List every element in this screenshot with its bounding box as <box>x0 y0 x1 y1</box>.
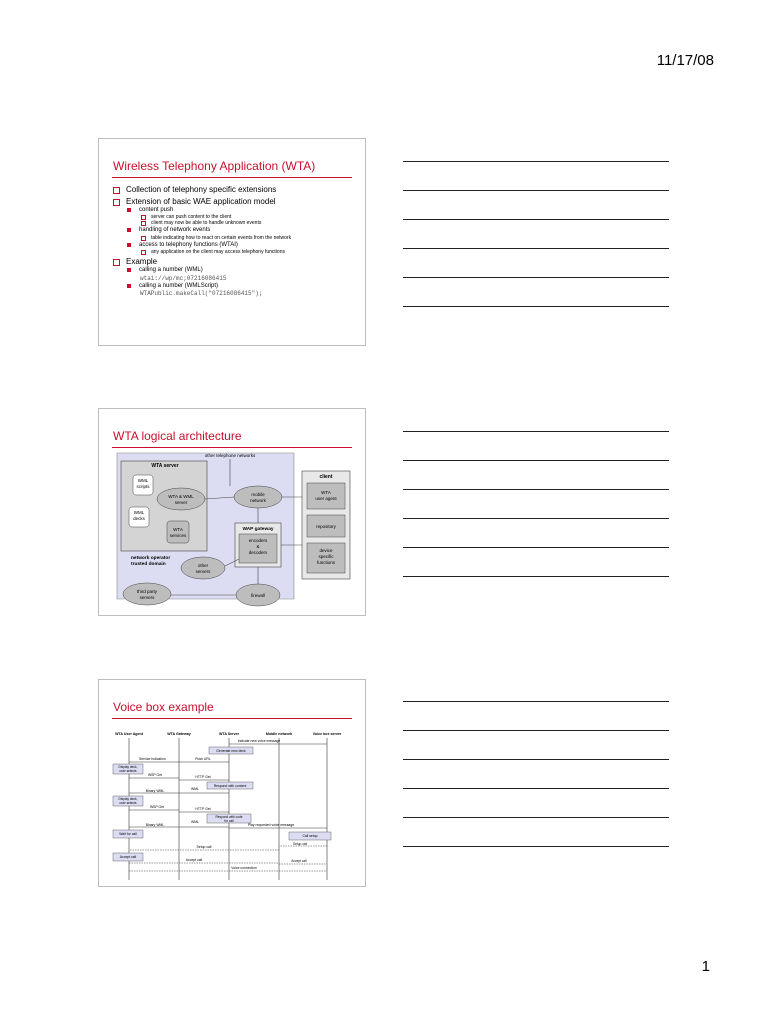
square-bullet-icon <box>141 250 146 255</box>
title-rule <box>112 177 352 178</box>
architecture-diagram <box>99 409 365 615</box>
wta-services-label: WTA <box>173 527 183 532</box>
action-label: Respond with code <box>215 815 243 819</box>
sub-bullet <box>127 242 353 249</box>
sub-bullet <box>127 227 353 234</box>
square-bullet-icon <box>113 187 120 194</box>
wml-decks-label: decks <box>133 516 145 521</box>
bullet <box>113 197 353 207</box>
wml-decks-label: WML <box>133 510 145 515</box>
column-label: Voice box server <box>312 732 342 736</box>
sequence-diagram <box>99 680 365 886</box>
message-label: WSP Get <box>149 805 165 809</box>
slide-title: WTA logical architecture <box>113 429 242 443</box>
column-label: WTA Server <box>219 732 239 736</box>
device-functions-label: functions <box>316 560 336 565</box>
message-label: Service Indication <box>139 757 166 761</box>
square-bullet-icon <box>141 221 146 226</box>
bullet-text: any application on the client may access telephony functions <box>151 248 285 255</box>
message-label: Binary WML <box>145 823 165 827</box>
other-servers-node <box>181 557 225 579</box>
device-functions-label: device <box>319 548 333 553</box>
wta-services-label: services <box>169 533 187 538</box>
bullet <box>113 185 353 195</box>
action-label: user selects <box>119 769 137 773</box>
filled-bullet-icon <box>127 208 131 212</box>
action-label: Display deck, <box>118 765 138 769</box>
filled-bullet-icon <box>127 284 131 288</box>
wta-user-agent-label: WTA <box>321 490 331 495</box>
code-sample: wtai://wp/mc;07216086415 <box>140 274 227 282</box>
action-label: for call <box>224 819 234 823</box>
bullet-text: access to telephony functions (WTAI) <box>139 241 238 248</box>
message-label: Accept call <box>185 858 203 862</box>
message-label: Accept call <box>291 859 307 863</box>
wta-wml-server-label: WTA & WML <box>168 494 194 499</box>
square-bullet-icon <box>141 215 146 220</box>
operator-domain-label: network operator <box>131 556 171 561</box>
mobile-network-label: mobile <box>251 492 265 497</box>
bullet-text: Extension of basic WAE application model <box>126 196 276 206</box>
sub-sub-bullet <box>141 220 353 226</box>
action-label: user selects <box>119 801 137 805</box>
wml-scripts-label: WML <box>137 478 149 483</box>
bullet-text: client may now be able to handle unknown events <box>151 220 262 227</box>
bullet-text: content push <box>139 207 174 214</box>
firewall-label: firewall <box>250 593 266 598</box>
message-label: Play requested voice message <box>247 823 295 827</box>
code-sample: WTAPublic.makeCall("07216086415"); <box>140 289 263 297</box>
other-servers-label: other <box>197 563 209 568</box>
bullet-list <box>113 183 353 297</box>
sub-bullet <box>127 283 353 290</box>
action-label: Accept call <box>119 855 137 859</box>
other-networks-label: other telephone networks <box>204 453 256 458</box>
message-label: Indicate new voice message <box>237 739 281 743</box>
mobile-network-label: network <box>250 498 266 503</box>
bullet-text: handling of network events <box>139 227 211 234</box>
wap-gateway-label: WAP gateway <box>242 527 274 532</box>
message-label: Binary WML <box>145 789 165 793</box>
action-label: Call setup <box>302 834 318 838</box>
sub-sub-bullet <box>141 235 353 241</box>
slide-voice-box <box>98 679 366 887</box>
message-label: Voice connection <box>231 866 257 870</box>
wml-scripts-label: scripts <box>136 484 150 489</box>
third-party-label: servers <box>139 595 155 600</box>
bullet <box>113 257 353 267</box>
message-label: HTTP Get <box>195 807 211 811</box>
wta-wml-server-node <box>157 488 205 510</box>
wta-server-label: WTA server <box>151 463 179 469</box>
filled-bullet-icon <box>127 243 131 247</box>
wta-services-store <box>167 521 189 543</box>
wta-user-agent-label: user agent <box>315 496 337 501</box>
message-label: HTTP Get <box>195 775 211 779</box>
column-label: Mobile network <box>265 732 293 736</box>
slide-title: Voice box example <box>113 700 214 714</box>
sub-bullet <box>127 267 353 274</box>
message-label: Setup call <box>293 842 307 846</box>
other-servers-label: servers <box>195 569 211 574</box>
message-label: WML <box>191 820 199 824</box>
slide-title: Wireless Telephony Application (WTA) <box>113 159 316 173</box>
third-party-label: third party <box>136 589 158 594</box>
square-bullet-icon <box>113 199 120 206</box>
notes-lines <box>403 431 669 605</box>
third-party-servers-node <box>123 583 171 605</box>
message-label: Setup call <box>196 845 212 849</box>
encoders-label: & <box>256 544 260 549</box>
action-label: Wait for call <box>119 832 137 836</box>
print-date: 11/17/08 <box>656 52 714 69</box>
bullet-text: table indicating how to react on certain events from the network <box>151 234 292 241</box>
encoders-label: decoders <box>248 550 268 555</box>
square-bullet-icon <box>113 259 120 266</box>
column-label: WTA User Agent <box>115 732 143 736</box>
device-functions-label: specific <box>318 554 334 559</box>
wta-wml-server-label: server <box>174 500 188 505</box>
encoders-label: encoders <box>248 538 268 543</box>
filled-bullet-icon <box>127 268 131 272</box>
filled-bullet-icon <box>127 228 131 232</box>
action-label: Generate new deck <box>216 749 246 753</box>
bullet-text: Collection of telephony specific extensions <box>126 185 277 194</box>
sub-bullet <box>127 207 353 214</box>
bullet-text: calling a number (WML) <box>139 267 203 274</box>
action-label: Display deck, <box>118 797 138 801</box>
bullet-text: Example <box>126 256 158 266</box>
page-number: 1 <box>701 958 710 975</box>
slide-wta-architecture <box>98 408 366 616</box>
mobile-network-node <box>234 486 282 508</box>
slide-wta-overview <box>98 138 366 346</box>
notes-lines <box>403 161 669 335</box>
action-label: Respond with content <box>213 784 247 788</box>
bullet-text: server can push content to the client <box>151 214 232 221</box>
message-label: WSP Get <box>147 773 163 777</box>
square-bullet-icon <box>141 236 146 241</box>
client-label: client <box>319 474 333 480</box>
operator-domain-label: trusted domain <box>131 562 166 567</box>
bullet-text: calling a number (WMLScript) <box>139 282 219 289</box>
message-label: WML <box>191 787 199 791</box>
repository-label: repository <box>316 524 336 529</box>
message-label: Push URL <box>195 757 211 761</box>
notes-lines <box>403 701 669 875</box>
column-label: WTA Gateway <box>167 732 191 736</box>
sub-sub-bullet <box>141 249 353 255</box>
